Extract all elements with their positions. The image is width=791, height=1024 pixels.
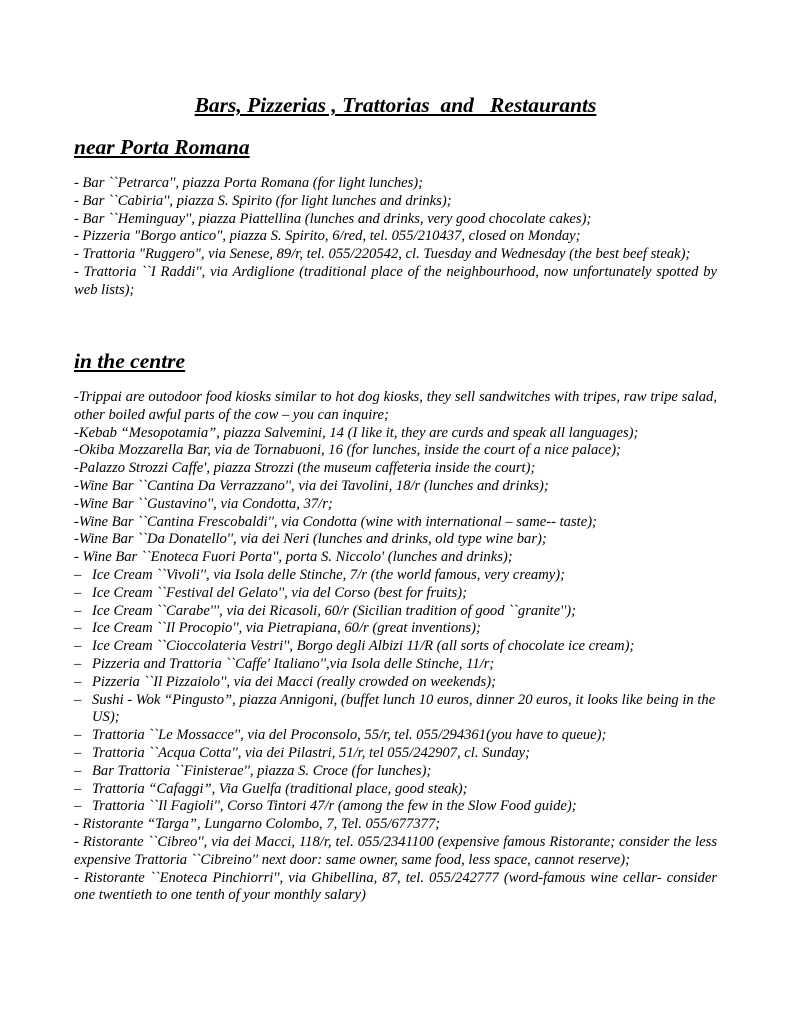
list-item (74, 603, 717, 621)
list-item (74, 638, 717, 656)
porta-romana-list (74, 175, 717, 300)
dash-bullet: – (74, 762, 82, 779)
dash-bullet: – (74, 744, 82, 761)
list-item-text: -Okiba Mozzarella Bar, via de Tornabuoni, 16 (for lunches, inside the court of a nice palace); (74, 442, 621, 459)
list-item-text: -Wine Bar ``Gustavino'', via Condotta, 37/r; (74, 495, 333, 512)
list-item (74, 389, 717, 425)
list-item (74, 656, 717, 674)
list-item (74, 798, 717, 816)
list-item (74, 496, 717, 514)
dash-bullet: – (74, 691, 82, 708)
list-item-text: - Ristorante “Targa”, Lungarno Colombo, 7, Tel. 055/677377; (74, 816, 441, 833)
list-item-text: -Wine Bar ``Cantina Frescobaldi'', via Condotta (wine with international – same-- taste); (74, 513, 597, 530)
page-title: Bars, Pizzerias , Trattorias and Restaurants (194, 93, 597, 117)
list-item (74, 175, 717, 193)
dash-bullet: – (74, 727, 82, 744)
list-item-text: Sushi - Wok “Pingusto”, piazza Annigoni, (buffet lunch 10 euros, dinner 20 euros, it looks like being in the US); (92, 691, 716, 726)
dash-bullet: – (74, 638, 82, 655)
list-item (74, 620, 717, 638)
list-item (74, 727, 717, 745)
list-item (74, 763, 717, 781)
section-heading-porta-romana: near Porta Romana (74, 135, 250, 159)
list-item-text: Ice Cream ``Festival del Gelato'', via del Corso (best for fruits); (92, 584, 467, 601)
dash-bullet: – (74, 673, 82, 690)
list-item-text: Trattoria ``Il Fagioli'', Corso Tintori 47/r (among the few in the Slow Food guide); (92, 798, 577, 815)
list-item-text: - Trattoria ``I Raddi'', via Ardiglione (traditional place of the neighbourhood, now unfortunately spotted by web lists); (74, 263, 717, 298)
list-item-text: - Bar ``Cabiria'', piazza S. Spirito (for light lunches and drinks); (74, 192, 452, 209)
list-item (74, 478, 717, 496)
list-item (74, 442, 717, 460)
list-item-text: -Wine Bar ``Da Donatello'', via dei Neri (lunches and drinks, old type wine bar); (74, 531, 547, 548)
list-item-text: - Trattoria "Ruggero", via Senese, 89/r, tel. 055/220542, cl. Tuesday and Wednesday (the best beef steak); (74, 246, 691, 263)
list-item (74, 228, 717, 246)
list-item (74, 514, 717, 532)
list-item (74, 531, 717, 549)
list-item-text: - Wine Bar ``Enoteca Fuori Porta'', porta S. Niccolo' (lunches and drinks); (74, 549, 513, 566)
list-item-text: Ice Cream ``Carabe''', via dei Ricasoli, 60/r (Sicilian tradition of good ``granite''); (92, 602, 577, 619)
list-item (74, 549, 717, 567)
dash-bullet: – (74, 780, 82, 797)
dash-bullet: – (74, 566, 82, 583)
list-item-text: -Kebab “Mesopotamia”, piazza Salvemini, 14 (I like it, they are curds and speak all languages); (74, 424, 639, 441)
dash-bullet: – (74, 620, 82, 637)
list-item-text: -Palazzo Strozzi Caffe', piazza Strozzi (the museum caffeteria inside the court); (74, 460, 536, 477)
list-item-text: Pizzeria ``Il Pizzaiolo'', via dei Macci (really crowded on weekends); (92, 673, 496, 690)
list-item (74, 674, 717, 692)
list-item-text: Ice Cream ``Il Procopio'', via Pietrapiana, 60/r (great inventions); (92, 620, 481, 637)
list-item (74, 781, 717, 799)
list-item (74, 567, 717, 585)
list-item (74, 745, 717, 763)
list-item-text: -Wine Bar ``Cantina Da Verrazzano'', via dei Tavolini, 18/r (lunches and drinks); (74, 477, 549, 494)
list-item (74, 211, 717, 229)
list-item-text: - Ristorante ``Cibreo'', via dei Macci, 118/r, tel. 055/2341100 (expensive famous Ristorante; consider the less expensive Trattoria ``Cibreino'' next door: same owner, same food, less space, cannot reserve); (74, 833, 717, 868)
list-item-text: Trattoria “Cafaggi”, Via Guelfa (traditional place, good steak); (92, 780, 468, 797)
list-item-text: Trattoria ``Le Mossacce'', via del Proconsolo, 55/r, tel. 055/294361(you have to queue); (92, 727, 607, 744)
list-item (74, 246, 717, 264)
list-item-text: Pizzeria and Trattoria ``Caffe' Italiano'',via Isola delle Stinche, 11/r; (92, 655, 495, 672)
list-item (74, 816, 717, 834)
list-item-text: Bar Trattoria ``Finisterae'', piazza S. Croce (for lunches); (92, 762, 432, 779)
list-item-text: Trattoria ``Acqua Cotta'', via dei Pilastri, 51/r, tel 055/242907, cl. Sunday; (92, 744, 530, 761)
list-item (74, 834, 717, 870)
list-item (74, 425, 717, 443)
list-item-text: Ice Cream ``Vivoli'', via Isola delle Stinche, 7/r (the world famous, very creamy); (92, 566, 565, 583)
list-item-text: - Bar ``Heminguay'', piazza Piattellina (lunches and drinks, very good chocolate cakes); (74, 210, 592, 227)
dash-bullet: – (74, 798, 82, 815)
centre-list (74, 389, 717, 905)
dash-bullet: – (74, 602, 82, 619)
list-item (74, 585, 717, 603)
list-item (74, 870, 717, 906)
list-item (74, 460, 717, 478)
list-item-text: - Ristorante ``Enoteca Pinchiorri'', via Ghibellina, 87, tel. 055/242777 (word-famous wine cellar- consider one twentieth to one tenth of your monthly salary) (74, 869, 717, 904)
list-item-text: -Trippai are outodoor food kiosks similar to hot dog kiosks, they sell sandwitches with tripes, raw tripe salad, other boiled awful parts of the cow – you can inquire; (74, 389, 717, 423)
list-item-text: - Pizzeria "Borgo antico", piazza S. Spirito, 6/red, tel. 055/210437, closed on Monday; (74, 228, 581, 245)
list-item (74, 692, 717, 728)
list-item-text: - Bar ``Petrarca'', piazza Porta Romana (for light lunches); (74, 175, 424, 191)
dash-bullet: – (74, 584, 82, 601)
dash-bullet: – (74, 655, 82, 672)
section-heading-centre: in the centre (74, 349, 186, 373)
list-item (74, 193, 717, 211)
list-item (74, 264, 717, 300)
list-item-text: Ice Cream ``Cioccolateria Vestri'', Borgo degli Albizi 11/R (all sorts of chocolate ice cream); (92, 638, 635, 655)
